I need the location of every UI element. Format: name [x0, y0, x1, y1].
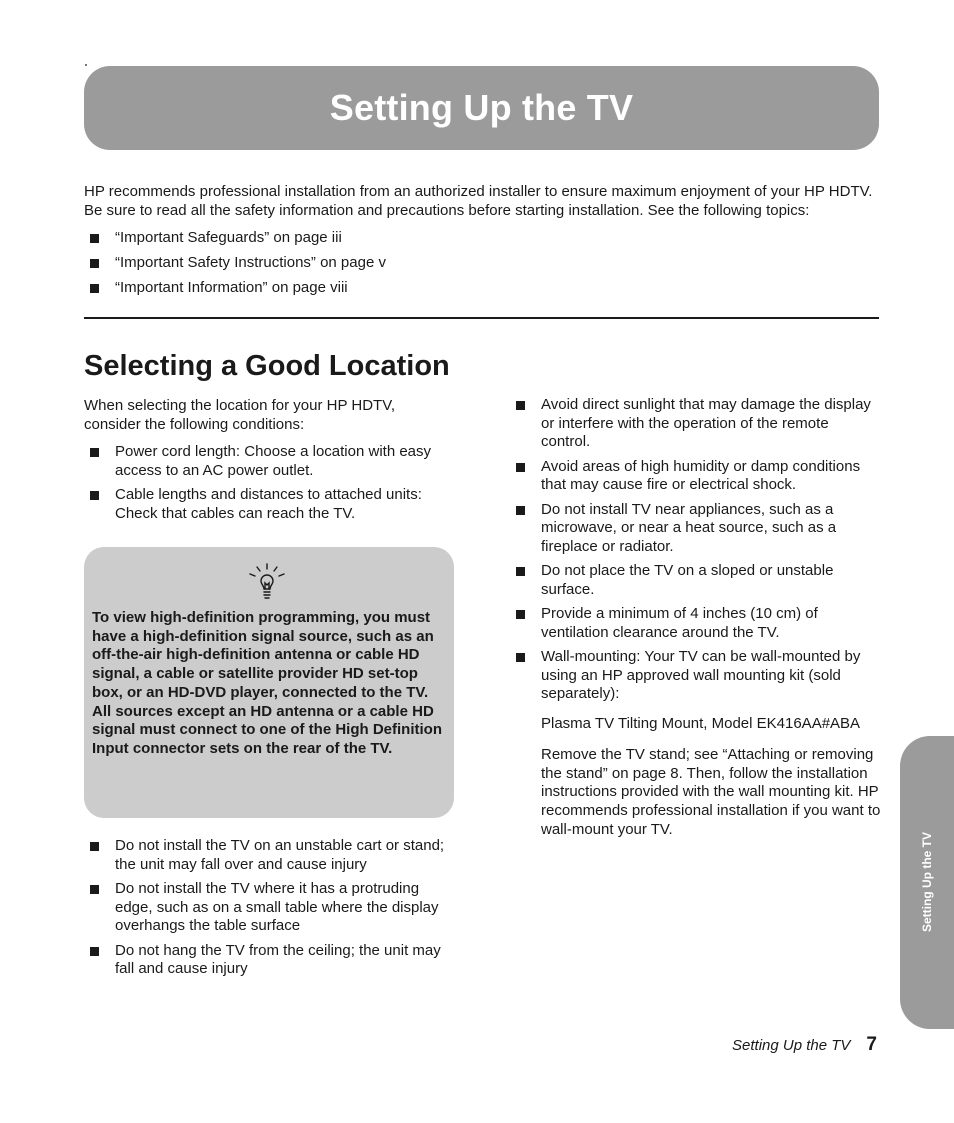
section-divider [84, 317, 879, 319]
bullet-icon [90, 491, 99, 500]
bullet-icon [90, 448, 99, 457]
side-tab-label: Setting Up the TV [920, 832, 934, 932]
warnings-list [84, 837, 454, 985]
list-item-text: Do not place the TV on a sloped or unstable surface. [541, 562, 834, 598]
bullet-icon [90, 259, 99, 268]
list-item [84, 229, 484, 248]
lightbulb-icon [246, 562, 288, 604]
page-title: Setting Up the TV [329, 87, 634, 128]
section-heading: Selecting a Good Location [84, 350, 450, 382]
bullet-icon [516, 567, 525, 576]
intro-text: HP recommends professional installation from an authorized installer to ensure maximum enjoyment of your HP HDTV. Be sure to read all the safety information and precautions before starting installation. See the following topics: [84, 183, 873, 219]
list-item-text: Wall-mounting: Your TV can be wall-mounted by using an HP approved wall mounting kit (sold separately): [541, 648, 861, 702]
list-item [84, 443, 454, 480]
list-item-text: Avoid direct sunlight that may damage the display or interfere with the operation of the remote control. [541, 396, 871, 450]
list-item [84, 486, 454, 523]
list-item-text: Do not install TV near appliances, such as a microwave, or near a heat source, such as a fireplace or radiator. [541, 500, 837, 555]
location-guidelines-list [510, 396, 880, 710]
list-item-text: Do not install the TV where it has a protruding edge, such as on a small table where the display overhangs the table surface [115, 880, 439, 934]
intro-paragraph [84, 182, 884, 220]
list-item [84, 880, 454, 936]
list-item [510, 501, 880, 557]
list-item [84, 254, 484, 273]
bullet-icon [90, 885, 99, 894]
list-item [510, 562, 880, 599]
list-item [510, 396, 880, 452]
bullet-icon [90, 842, 99, 851]
intro-topic-list [84, 229, 484, 304]
topic-link[interactable]: “Important Safety Instructions” on page v [115, 254, 386, 271]
list-item [84, 942, 454, 979]
list-item [84, 279, 484, 298]
bullet-icon [516, 653, 525, 662]
list-item [510, 458, 880, 495]
conditions-list [84, 443, 454, 529]
bullet-icon [90, 284, 99, 293]
bullet-icon [516, 610, 525, 619]
list-item [510, 648, 880, 704]
topic-link[interactable]: “Important Safeguards” on page iii [115, 229, 342, 246]
bullet-icon [516, 401, 525, 410]
list-item-text: Provide a minimum of 4 inches (10 cm) of ventilation clearance around the TV. [541, 605, 818, 641]
page-footer [732, 1034, 877, 1056]
list-item-text: Cable lengths and distances to attached units: Check that cables can reach the TV. [115, 486, 422, 522]
mount-model: Plasma TV Tilting Mount, Model EK416AA#ABA [541, 715, 861, 732]
scan-dot [85, 64, 87, 66]
footer-section-title: Setting Up the TV [732, 1037, 851, 1054]
mount-note: Remove the TV stand; see “Attaching or removing the stand” on page 8. Then, follow the installation instructions provided with the wall mounting kit. HP recommends professional installation if you want to wall-mount your TV. [541, 746, 881, 838]
bullet-icon [90, 234, 99, 243]
section-intro: When selecting the location for your HP HDTV, consider the following conditions: [84, 397, 395, 433]
list-item [84, 837, 454, 874]
bullet-icon [516, 506, 525, 515]
tip-text: To view high-definition programming, you must have a high-definition signal source, such as an off-the-air high-definition antenna or cable HD signal, a cable or satellite provider HD set-top box, or an HD-DVD player, connected to the TV. All sources except an HD antenna or a cable HD signal must connect to one of the High Definition Input connector sets on the rear of the TV. [92, 609, 442, 757]
title-banner [84, 66, 879, 150]
page-number: 7 [866, 1034, 877, 1055]
bullet-icon [516, 463, 525, 472]
list-item-text: Avoid areas of high humidity or damp conditions that may cause fire or electrical shock. [541, 457, 861, 493]
topic-link[interactable]: “Important Information” on page viii [115, 279, 348, 296]
bullet-icon [90, 947, 99, 956]
list-item-text: Do not install the TV on an unstable cart or stand; the unit may fall over and cause injury [115, 837, 445, 873]
list-item-text: Do not hang the TV from the ceiling; the unit may fall and cause injury [115, 941, 441, 977]
list-item-text: Power cord length: Choose a location with easy access to an AC power outlet. [115, 443, 432, 479]
list-item [510, 605, 880, 642]
